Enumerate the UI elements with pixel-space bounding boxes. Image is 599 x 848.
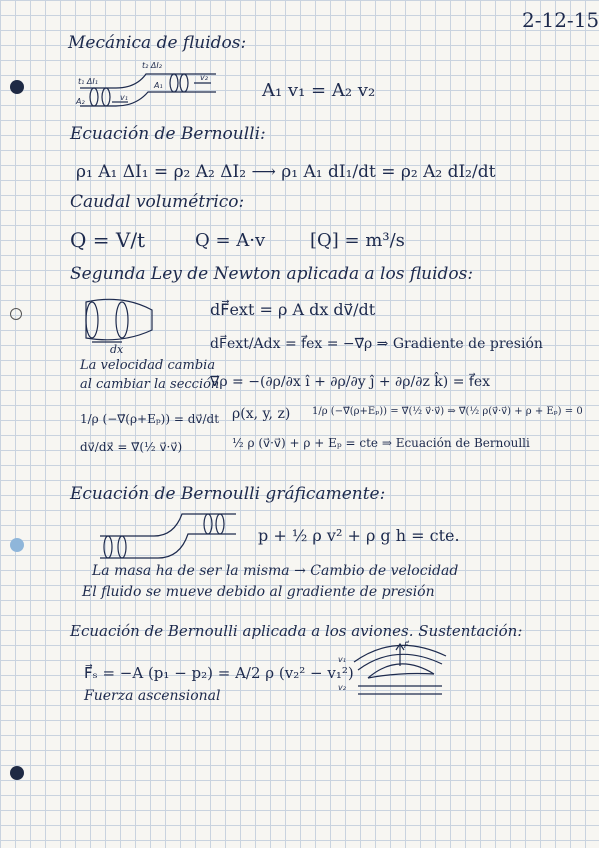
caudal-eq-1: Q = V/t [70, 228, 146, 252]
fluid-element-sketch [82, 296, 162, 346]
section-title-newton: Segunda Ley de Newton aplicada a los fluidos: [70, 264, 474, 284]
tube-diagram [76, 58, 226, 108]
aviones-note: Fuerza ascensional [84, 688, 221, 704]
wing-airflow-diagram [338, 640, 448, 700]
newton-eq-5: 1/ρ (−∇⃗(ρ+Eₚ)) = ∇⃗(½ v⃗·v⃗) ⇒ ∇⃗(½ ρ(v⃗·v⃗) + ρ + Eₚ) = 0 [312, 406, 583, 417]
newton-eq-2: dF⃗ext/Adx = f⃗ex = −∇⃗ρ ⇒ Gradiente de presión [210, 336, 543, 352]
diagram-label-v2: v₂ [200, 73, 208, 82]
pipe-height-diagram [96, 500, 246, 564]
newton-eq-8: dv⃗/dx⃗ = ∇⃗(½ v⃗·v⃗) [80, 440, 183, 454]
continuity-equation: A₁ v₁ = A₂ v₂ [262, 80, 376, 101]
diagram-label-t1: t₁ ΔI₁ [78, 77, 98, 86]
newton-eq-4: ρ(x, y, z) [232, 406, 291, 422]
caudal-eq-3: [Q] = m³/s [310, 230, 405, 251]
newton-note-2: al cambiar la sección [80, 377, 220, 392]
section-title-aviones: Ecuación de Bernoulli aplicada a los aviones. Sustentación: [70, 622, 523, 640]
newton-eq-1: dF⃗ext = ρ A dx dv⃗/dt [210, 300, 376, 319]
binder-hole-2 [10, 308, 22, 320]
section-title-caudal: Caudal volumétrico: [70, 192, 245, 212]
binder-hole-1 [10, 80, 24, 94]
wing-label-f: F⃗ [404, 641, 409, 650]
newton-eq-7: ½ ρ (v⃗·v⃗) + ρ + Eₚ = cte ⇒ Ecuación de Bernoulli [232, 436, 530, 450]
diagram-label-v1: v₁ [120, 93, 128, 102]
binder-hole-4 [10, 766, 24, 780]
wing-label-v2: v₂ [338, 683, 346, 692]
binder-hole-3 [10, 538, 24, 552]
aviones-eq: F⃗ₛ = −A (p₁ − p₂) = A/2 ρ (v₂² − v₁²) [84, 664, 354, 682]
section-title-bernoulli: Ecuación de Bernoulli: [70, 124, 266, 144]
diagram-label-a2: A₂ [76, 97, 85, 106]
grafica-note-1: La masa ha de ser la misma → Cambio de velocidad [92, 563, 459, 579]
section-title-grafica: Ecuación de Bernoulli gráficamente: [70, 484, 386, 504]
grafica-note-2: El fluido se mueve debido al gradiente de presión [82, 584, 435, 600]
wing-label-v1: v₁ [338, 655, 346, 664]
date: 2-12-15 [522, 8, 599, 32]
newton-note-1: La velocidad cambia [80, 358, 216, 373]
newton-eq-6: 1/ρ (−∇⃗(ρ+Eₚ)) = dv⃗/dt [80, 412, 220, 426]
bernoulli-mass-equation: ρ₁ A₁ ΔI₁ = ρ₂ A₂ ΔI₂ ⟶ ρ₁ A₁ dI₁/dt = ρ₂ A₂ dI₂/dt [76, 162, 496, 182]
caudal-eq-2: Q = A·v [195, 230, 266, 251]
dx-label: dx [110, 343, 124, 356]
grafica-eq: p + ½ ρ v² + ρ g h = cte. [258, 526, 460, 545]
diagram-label-a1: A₁ [154, 81, 163, 90]
diagram-label-t2: t₂ ΔI₂ [142, 61, 162, 70]
section-title-mecanica: Mecánica de fluidos: [68, 33, 247, 53]
newton-eq-3: ∇⃗ρ = −(∂ρ/∂x î + ∂ρ/∂y ĵ + ∂ρ/∂z k̂) = f⃗ex [210, 374, 490, 390]
